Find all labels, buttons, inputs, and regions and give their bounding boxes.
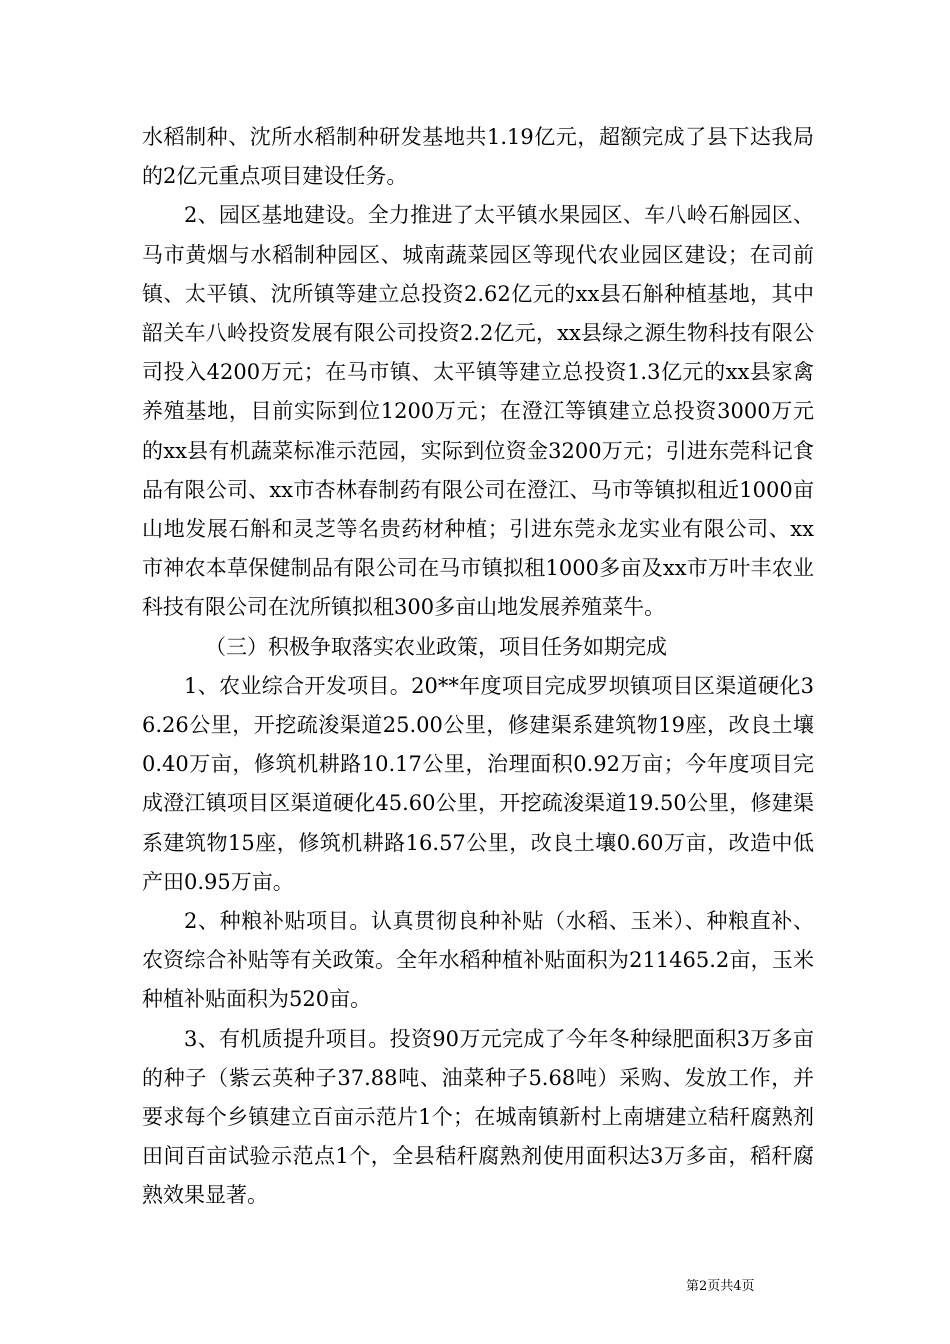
paragraph-grain-subsidy: 2、种粮补贴项目。认真贯彻良种补贴（水稻、玉米）、种粮直补、农资综合补贴等有关政策。全年水稻种植补贴面积为211465.2亩，玉米种植补贴面积为520亩。 — [142, 909, 814, 1012]
page-number-footer: 第2页共4页 — [686, 1279, 755, 1294]
paragraph-agricultural-development: 1、农业综合开发项目。20**年度项目完成罗坝镇项目区渠道硬化36.26公里，开挖疏浚渠道25.00公里，修建渠系建筑物19座，改良土壤0.40万亩，修筑机耕路10.17公里，治理面积0.92万亩；今年度项目完成澄江镇项目区渠道硬化45.60公里，开挖疏浚渠道19.50公里，修建渠系建筑物15座，修筑机耕路16.57公里，改良土壤0.60万亩，改造中低产田0.95万亩。 — [142, 673, 814, 894]
paragraph-park-base-construction: 2、园区基地建设。全力推进了太平镇水果园区、车八岭石斛园区、马市黄烟与水稻制种园区、城南蔬菜园区等现代农业园区建设；在司前镇、太平镇、沈所镇等建立总投资2.62亿元的xx县石斛种植基地，其中韶关车八岭投资发展有限公司投资2.2亿元，xx县绿之源生物科技有限公司投入4200万元；在马市镇、太平镇等建立总投资1.3亿元的xx县家禽养殖基地，目前实际到位1200万元；在澄江等镇建立总投资3000万元的xx县有机蔬菜标准示范园，实际到位资金3200万元；引进东莞科记食品有限公司、xx市杏林春制药有限公司在澄江、马市等镇拟租近1000亩山地发展石斛和灵芝等名贵药材种植；引进东莞永龙实业有限公司、xx市神农本草保健制品有限公司在马市镇拟租1000多亩及xx市万叶丰农业科技有限公司在沈所镇拟租300多亩山地发展养殖菜牛。 — [142, 203, 814, 620]
document-body — [142, 118, 814, 1216]
section-heading-3: （三）积极争取落实农业政策，项目任务如期完成 — [205, 634, 667, 659]
paragraph-continuation: 水稻制种、沈所水稻制种研发基地共1.19亿元，超额完成了县下达我局的2亿元重点项目建设任务。 — [142, 125, 814, 189]
paragraph-organic-matter: 3、有机质提升项目。投资90万元完成了今年冬种绿肥面积3万多亩的种子（紫云英种子37.88吨、油菜种子5.68吨）采购、发放工作，并要求每个乡镇建立百亩示范片1个；在城南镇新村上南塘建立秸秆腐熟剂田间百亩试验示范点1个，全县秸秆腐熟剂使用面积达3万多亩，稻秆腐熟效果显著。 — [142, 1026, 814, 1208]
